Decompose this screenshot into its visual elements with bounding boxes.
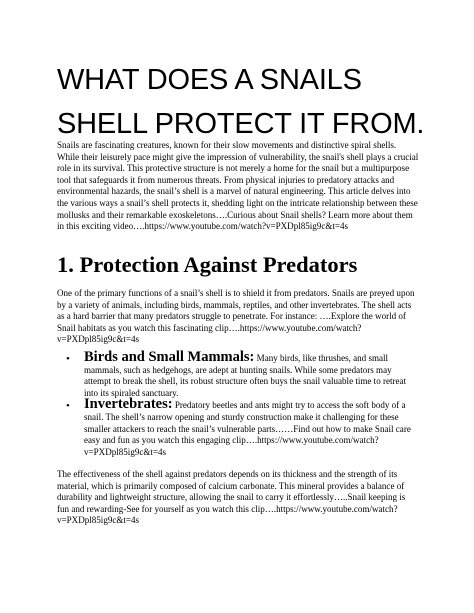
section-heading: 1. Protection Against Predators: [57, 252, 358, 277]
bullet-glyph: •: [66, 353, 70, 365]
section-paragraph: The effectiveness of the shell against predators depends on its thickness and the strength of its material, which is primarily composed of calcium carbonate. This mineral provides a balance of durability and lightweight structure, allowing the snail to carry it effortlessly…..Snail keeping is fun and rewarding-See for yourself as you watch this clip….https://www.youtube.com/watch?v=PXDpl85ig9c&t=4s: [57, 469, 406, 526]
bullet-list: [62, 349, 420, 458]
intro-paragraph: Snails are fascinating creatures, known for their slow movements and distinctive spiral shells. While their leisurely pace might give the impression of vulnerability, the snail's shell plays a crucial role in its survival. This protective structure is not merely a home for the snail but a multipurpose tool that safeguards it from numerous threats. From physical injuries to predatory attacks and environmental hazards, the snail’s shell is a marvel of natural engineering. This article delves into the various ways a snail’s shell protects it, shedding light on the intricate relationship between these mollusks and their remarkable exoskeletons….Curious about Snail shells? Learn more about them in this exciting video….https://www.youtube.com/watch?v=PXDpl85ig9c&t=4s: [57, 140, 419, 232]
document-title: WHAT DOES A SNAILS SHELL PROTECT IT FROM.: [57, 64, 425, 140]
bullet-lead: Birds and Small Mammals:: [84, 349, 255, 365]
bullet-lead: Invertebrates:: [84, 396, 173, 413]
bullet-text: Many birds, like thrushes, and small mammals, such as hedgehogs, are adept at hunting snails. While some predators may attempt to break the shell, its robust structure often buys the snail valuable time to retreat into its spiraled sanctuary.: [84, 353, 407, 398]
bullet-text: Predatory beetles and ants might try to access the soft body of a snail. The shell’s narrow opening and sturdy construction make it challenging for these smaller attackers to reach the snail’s vulnerable parts……Find out how to make Snail care easy and fun as you watch this engaging clip….https://www.youtube.com/watch?v=PXDpl85ig9c&t=4s: [84, 400, 411, 457]
bullet-item-birds-mammals: [62, 349, 420, 399]
bullet-item-invertebrates: [62, 396, 420, 458]
bullet-glyph: •: [66, 400, 70, 413]
section-paragraph: One of the primary functions of a snail’s shell is to shield it from predators. Snails are preyed upon by a variety of animals, including birds, mammals, reptiles, and other invertebrates. The shell acts as a hard barrier that many predators struggle to penetrate. For instance: ….Explore the world of Snail habitats as you watch this fascinating clip….https://www.youtube.com/watch?v=PXDpl85ig9c&t=4s: [57, 288, 415, 345]
